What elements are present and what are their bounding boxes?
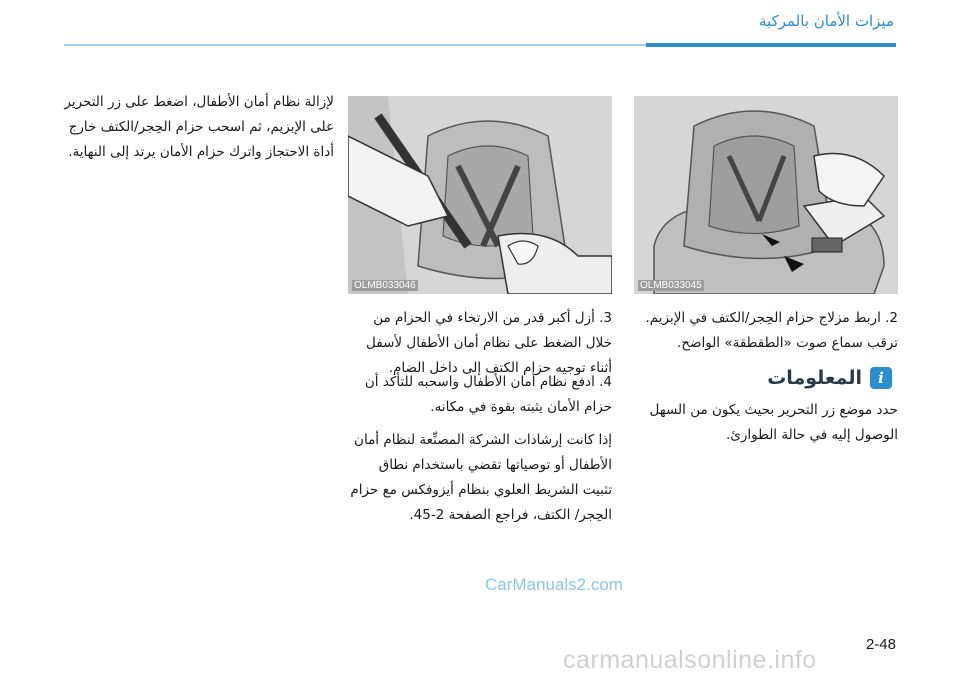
header-divider [64,44,896,46]
info-heading [767,367,892,389]
page-number: 2-48 [865,636,896,653]
step-4-text: 4. ادفع نظام أمان الأطفال واسحبه للتأكد أن حزام الأمان يثبته بقوة في مكانه. [364,374,612,415]
figure-code: OLMB033045 [640,280,702,291]
child-seat-belt-illustration [348,96,612,294]
info-icon: i [870,367,892,389]
section-title: ميزات الأمان بالمركبة [759,12,894,30]
figure-seat-belt-routing [348,96,612,294]
removal-instructions: لإزالة نظام أمان الأطفال، اضغط على زر التحرير على الإبزيم، ثم اسحب حزام الحِجر/الكتف خارج أداة الاحتجاز واترك حزام الأمان يرتد إلى النهاية. [64,94,334,160]
isofix-note: إذا كانت إرشادات الشركة المصنِّعة لنظام أمان الأطفال أو توصياتها تقضي باستخدام نطاق تثبيت الشريط العلوي بنظام أيزوفكس مع حزام الحِجر/ الكتف، فراجع الصفحة 2-45. [350,432,612,523]
step-3-text: 3. أزل أكبر قدر من الارتخاء في الحزام من خلال الضغط على نظام أمان الأطفال لأسفل أثناء توجيه حزام الكتف إلى داخل الضام. [366,310,612,376]
info-text: حدد موضع زر التحرير بحيث يكون من السهل الوصول إليه في حالة الطوارئ. [649,402,898,443]
figure-code: OLMB033046 [354,280,416,291]
bottom-watermark: carmanualsonline.info [563,646,817,674]
buckle-latch-illustration [634,96,898,294]
watermark-link[interactable]: CarManuals2.com [485,575,623,594]
info-title: المعلومات [767,367,862,389]
figure-buckle-latching [634,96,898,294]
step-2-text: 2. اربط مزلاج حزام الحِجر/الكتف في الإبزيم. ترقب سماع صوت «الطقطقة» الواضح. [645,310,898,351]
